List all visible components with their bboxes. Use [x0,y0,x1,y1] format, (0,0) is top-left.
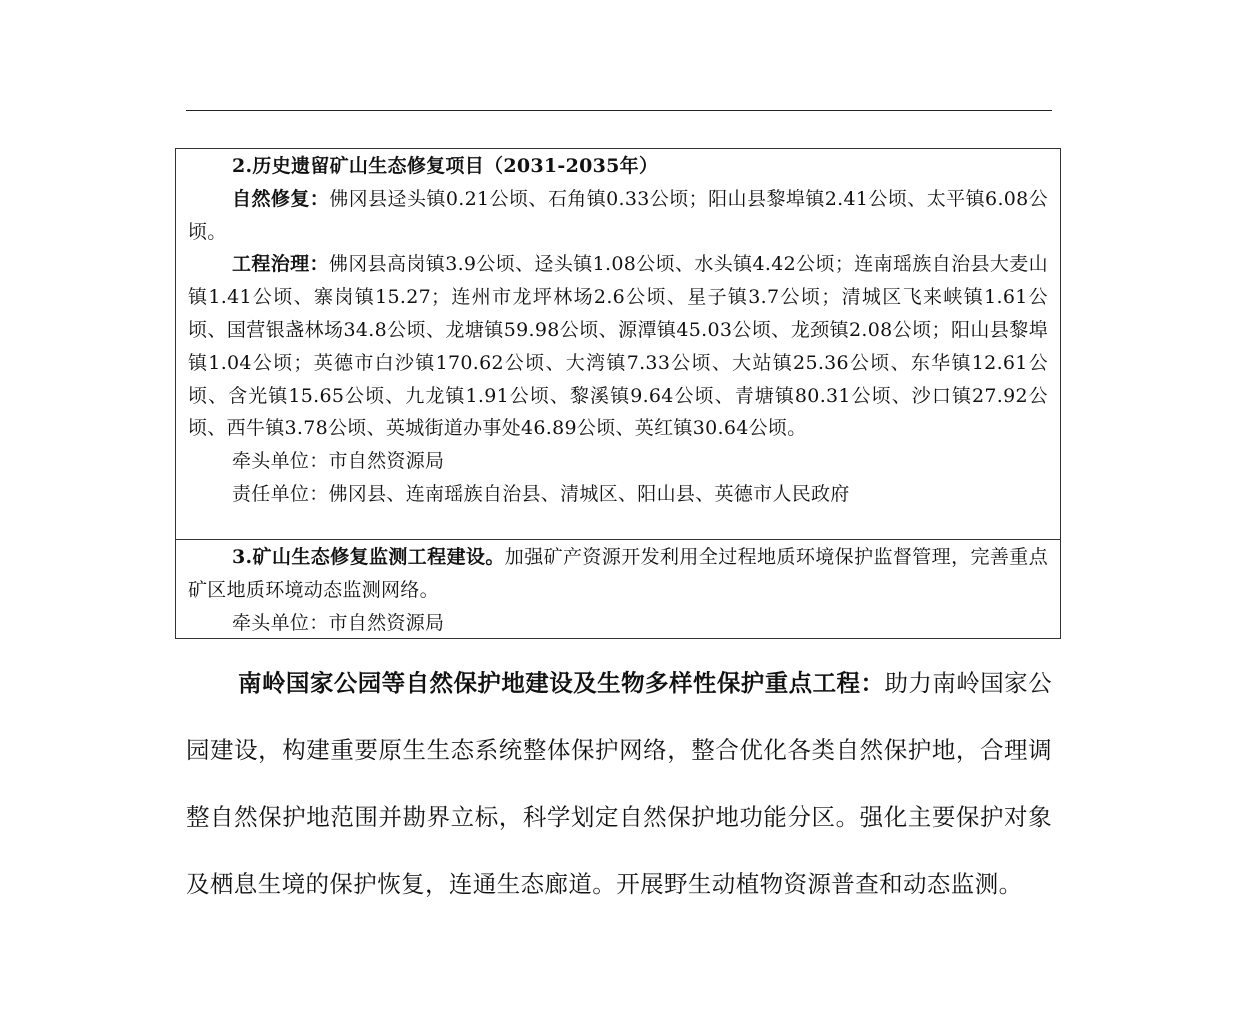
monitoring-text: 加强矿产资源开发利用全过程地质环境保护监督管理，完善重点矿区地质环境动态监测网络。 [188,546,1048,601]
header-rule [186,110,1052,111]
section-heading: 2.历史遗留矿山生态修复项目（2031-2035年） [232,155,659,177]
body-paragraph-text: 助力南岭国家公园建设，构建重要原生生态系统整体保护网络，整合优化各类自然保护地，合理调整自然保护地范围并勘界立标，科学划定自然保护地功能分区。强化主要保护对象及栖息生境的保护恢复，连通生态廊道。开展野生动植物资源普查和动态监测。 [186,669,1052,898]
natural-restoration-paragraph [188,183,1048,249]
natural-restoration-label: 自然修复： [232,187,330,210]
monitoring-label: 3.矿山生态修复监测工程建设。 [232,546,505,568]
lead-unit: 牵头单位：市自然资源局 [232,450,445,473]
monitoring-paragraph [188,541,1048,607]
responsible-unit: 责任单位：佛冈县、连南瑶族自治县、清城区、阳山县、英德市人民政府 [232,482,850,505]
body-paragraph-label: 南岭国家公园等自然保护地建设及生物多样性保护重点工程： [238,669,885,697]
engineering-treatment-paragraph [188,248,1048,445]
lead-unit: 牵头单位：市自然资源局 [232,611,445,634]
natural-restoration-text: 佛冈县迳头镇0.21公顷、石角镇0.33公顷；阳山县黎埠镇2.41公顷、太平镇6.08公顷。 [188,187,1048,243]
monitoring-project-box [175,539,1061,639]
historic-mine-restoration-box [175,148,1061,540]
body-paragraph [186,650,1052,918]
engineering-treatment-text: 佛冈县高岗镇3.9公顷、迳头镇1.08公顷、水头镇4.42公顷；连南瑶族自治县大麦山镇1.41公顷、寨岗镇15.27；连州市龙坪林场2.6公顷、星子镇3.7公顷；清城区飞来峡镇1.61公顷、国营银盏林场34.8公顷、龙塘镇59.98公顷、源潭镇45.03公顷、龙颈镇2.08公顷；阳山县黎埠镇1.04公顷；英德市白沙镇170.62公顷、大湾镇7.33公顷、大站镇25.36公顷、东华镇12.61公顷、含光镇15.65公顷、九龙镇1.91公顷、黎溪镇9.64公顷、青塘镇80.31公顷、沙口镇27.92公顷、西牛镇3.78公顷、英城街道办事处46.89公顷、英红镇30.64公顷。 [188,253,1048,440]
engineering-treatment-label: 工程治理： [232,253,329,276]
